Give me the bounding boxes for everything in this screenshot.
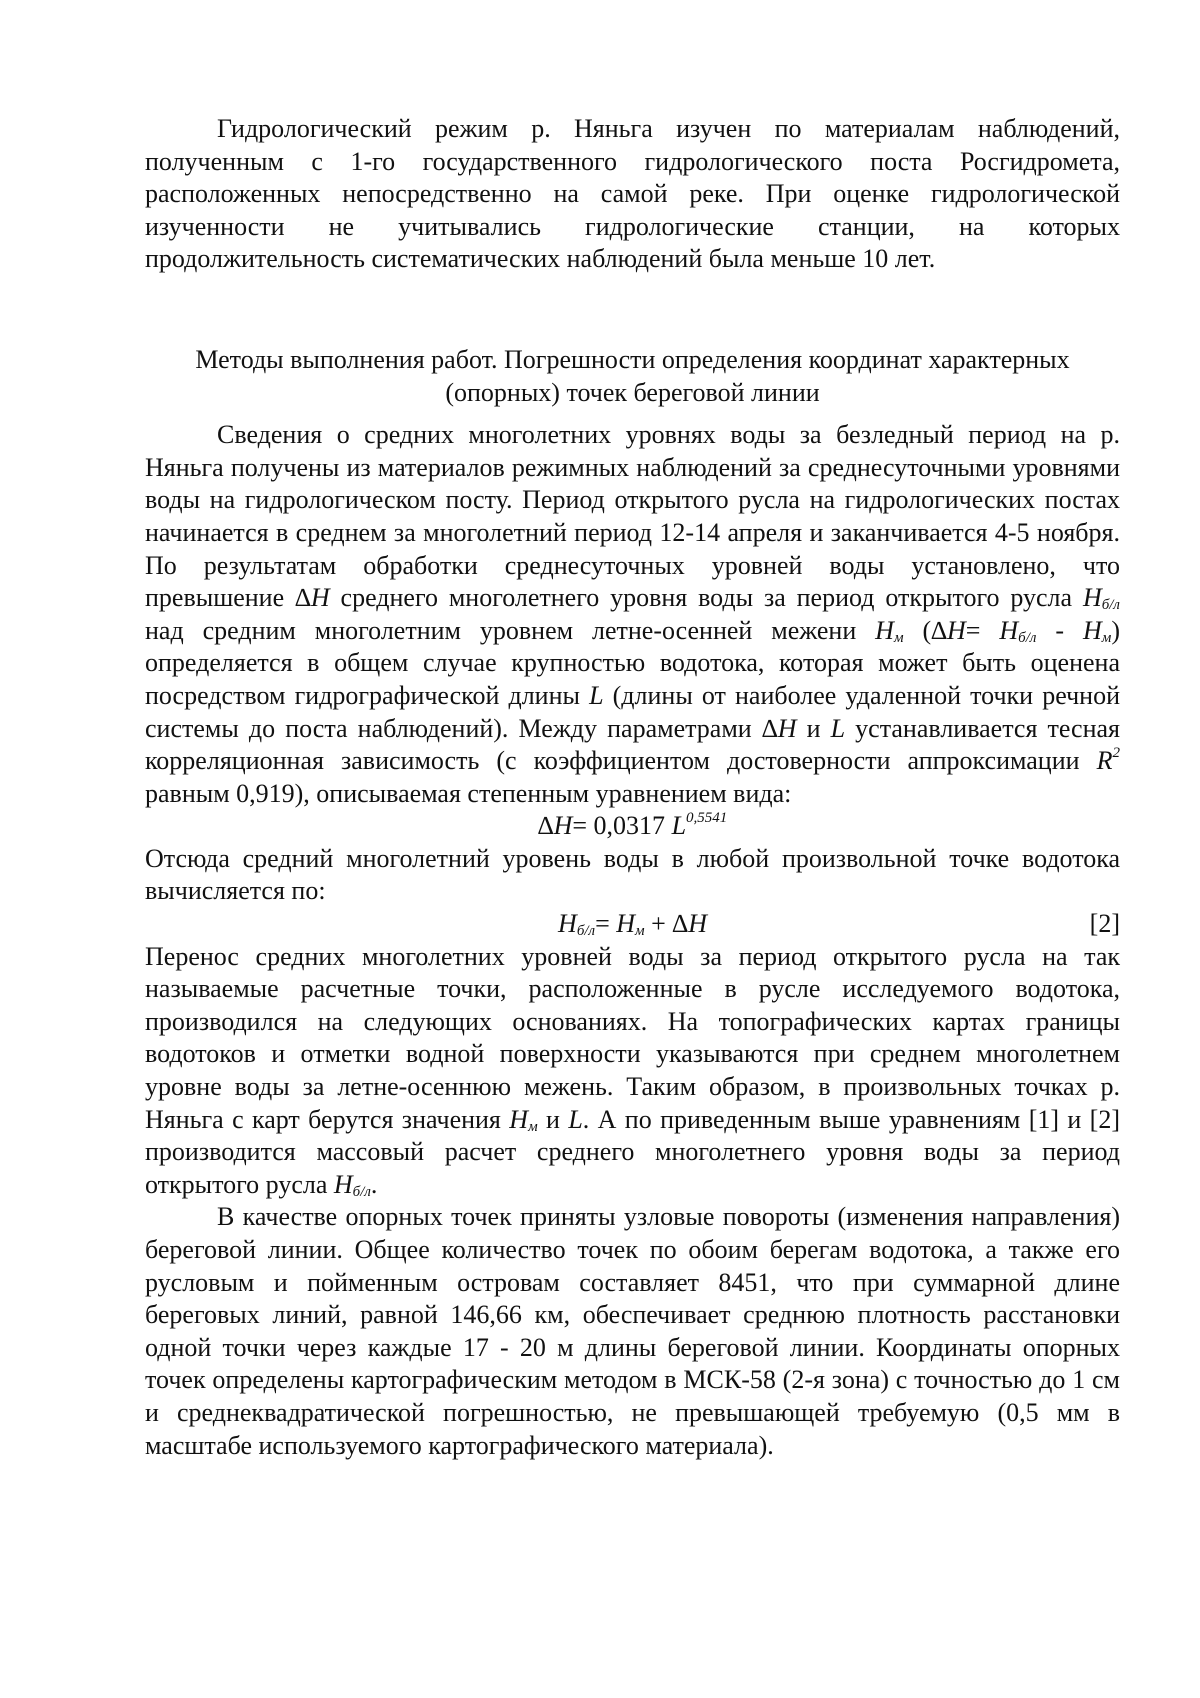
paragraph-level-intro: Отсюда средний многолетний уровень воды в любой произвольной точке водотока вычисляется по: (145, 843, 1120, 906)
h-m-symbol: $H_м$ (1082, 615, 1112, 646)
paragraph-methods: Сведения о средних многолетних уровнях воды за безледный период на р. Няньга получены из материалов режимных наблюдений за среднесуточными уровнями воды на гидрологическом посту. Период открытого русла на гидрологических постах начинается в среднем за многолетний период 12-14 апреля и заканчивается 4-5 ноября. По результатам обработки среднесуточных уровней воды установлено, что превышение ∆H среднего многолетнего уровня воды за период открытого русла $H_{б/л}$ над средним многолетним уровнем летне-осенней межени $H_м$ $(\Delta H= H_{б/л} - H_м)$ определяется в общем случае крупностью водотока, которая может быть оценена посредством гидрографической длины L (длины от наиболее удаленной точки речной системы до поста наблюдений). Между параметрами ∆H и L устанавливается тесная корреляционная зависимость (с коэффициентом достоверности аппроксимации $R^2$ равным 0,919), описываемая степенным уравнением вида: (145, 420, 1121, 808)
document-page (145, 113, 1120, 1462)
heading-line-1: Методы выполнения работ. Погрешности определения координат характерных (195, 344, 1070, 374)
l-symbol: L (589, 680, 604, 710)
paragraph-hydrology-intro: Гидрологический режим р. Няньга изучен по материалам наблюдений, полученным с 1-го государственного гидрологического поста Росгидромета, расположенных непосредственно на самой реке. При оценке гидрологической изученности не учитывались гидрологические станции, на которых продолжительность систематических наблюдений была меньше 10 лет. (145, 114, 1120, 274)
formula-number: [2] (1089, 909, 1120, 939)
paragraph-reference-points: В качестве опорных точек приняты узловые повороты (изменения направления) береговой линии. Общее количество точек по обоим берегам водотока, а также его русловым и пойменным островам составляет 8451, что при суммарной длине береговых линий, равной 146,66 км, обеспечивает среднюю плотность расстановки одной точки через каждые 17 - 20 м длины береговой линии. Координаты опорных точек определены картографическим методом в МСК-58 (2-я зона) с точностью до 1 см и среднеквадратической погрешностью, не превышающей требуемую (0,5 мм в масштабе используемого картографического материала). (145, 1202, 1120, 1460)
h-bl-symbol: $H_{б/л}$ (333, 1169, 371, 1200)
delta-h-symbol: ∆H (931, 615, 966, 645)
delta-h-symbol: ∆H (294, 583, 330, 613)
l-symbol: L (830, 713, 846, 743)
h-bl-symbol: $H_{б/л}$ (999, 615, 1037, 646)
paragraph-transfer: Перенос средних многолетних уровней воды за период открытого русла на так называемые расчетные точки, расположенные в русле исследуемого водотока, производился на следующих основаниях. На топографических картах границы водотоков и отметки водной поверхности указываются при среднем многолетнем уровне воды за летне-осеннюю межень. Таким образом, в произвольных точках р. Няньга с карт берутся значения $H_м$ и L. А по приведенным выше уравнениям [1] и [2] производится массовый расчет среднего многолетнего уровня воды за период открытого русла $H_{б/л}$. (145, 941, 1120, 1200)
heading-line-2: (опорных) точек береговой линии (445, 377, 820, 407)
h-bl-symbol: $H_{б/л}$ (1082, 583, 1120, 614)
l-symbol: L (568, 1104, 583, 1134)
formula-delta-h: ∆H= 0,0317 $L^{0,5541}$ (537, 810, 728, 841)
section-heading (145, 344, 1120, 409)
h-m-symbol: $H_м$ (509, 1104, 538, 1135)
formula-h-bl: $H_{б/л}= H_м + \Delta H$ [2] (558, 909, 1120, 940)
h-m-symbol: $H_м$ (875, 615, 904, 646)
delta-h-symbol: ∆H (761, 713, 797, 743)
r-squared-symbol: $R^2$ (1096, 745, 1120, 776)
